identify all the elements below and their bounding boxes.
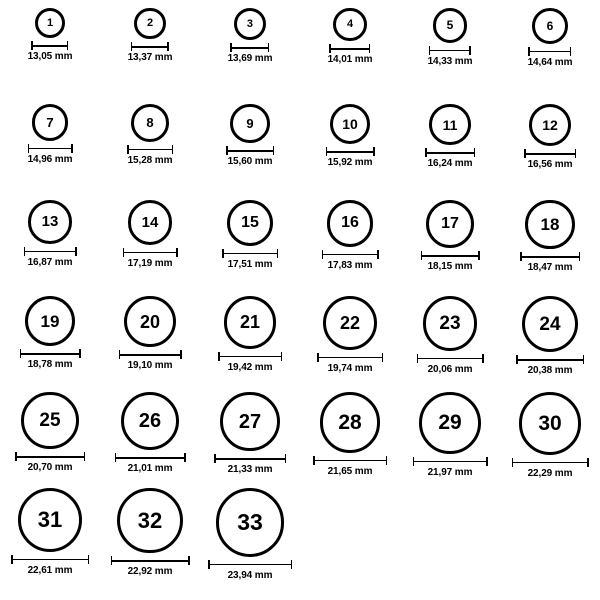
ring-size-cell[interactable] [200, 200, 300, 270]
caliper-icon [524, 149, 576, 157]
ring-circle: 29 [419, 392, 481, 454]
ring-diameter-label: 16,56 mm [527, 159, 573, 171]
ring-diameter-label: 16,24 mm [427, 158, 473, 170]
caliper-icon [11, 555, 89, 563]
ring-dimension [328, 44, 373, 65]
ring-circle: 4 [333, 8, 366, 41]
caliper-icon [520, 252, 580, 260]
ring-size-cell[interactable] [500, 104, 600, 170]
ring-circle: 28 [320, 392, 381, 453]
ring-circle: 12 [529, 104, 571, 146]
caliper-icon [512, 458, 589, 466]
ring-diameter-label: 17,51 mm [227, 258, 273, 270]
ring-diameter-label: 15,92 mm [327, 157, 373, 169]
caliper-icon [218, 352, 282, 360]
ring-diameter-label: 21,33 mm [227, 464, 273, 476]
caliper-icon [123, 248, 178, 256]
ring-dimension [11, 555, 89, 576]
caliper-icon [313, 456, 387, 464]
ring-size-cell[interactable] [300, 296, 400, 374]
ring-diameter-label: 19,74 mm [327, 362, 373, 374]
ring-dimension [214, 454, 286, 475]
ring-diameter-label: 14,64 mm [527, 56, 573, 68]
caliper-icon [425, 148, 475, 156]
ring-size-cell[interactable] [100, 200, 200, 269]
caliper-icon [326, 147, 375, 155]
ring-circle: 8 [131, 104, 169, 142]
caliper-icon [329, 44, 370, 52]
ring-circle: 23 [423, 296, 478, 351]
ring-circle: 11 [429, 104, 470, 145]
ring-diameter-label: 21,97 mm [427, 466, 473, 478]
ring-size-cell[interactable] [100, 488, 200, 577]
ring-size-cell[interactable] [0, 296, 100, 370]
ring-circle: 7 [32, 104, 69, 141]
ring-dimension [115, 453, 186, 474]
ring-circle: 22 [323, 296, 377, 350]
ring-diameter-label: 19,10 mm [127, 360, 173, 372]
ring-diameter-label: 13,05 mm [27, 51, 73, 62]
ring-diameter-label: 20,06 mm [427, 363, 473, 375]
caliper-icon [131, 42, 169, 50]
ring-dimension [512, 458, 589, 479]
ring-dimension [119, 350, 182, 371]
caliper-icon [417, 354, 484, 362]
ring-dimension [208, 560, 292, 581]
ring-dimension [421, 251, 480, 272]
ring-circle: 32 [117, 488, 182, 553]
ring-size-cell[interactable] [500, 8, 600, 68]
ring-diameter-label: 19,42 mm [227, 361, 273, 373]
caliper-icon [31, 41, 68, 49]
caliper-icon [222, 249, 278, 257]
ring-diameter-label: 18,47 mm [527, 262, 573, 274]
ring-dimension [123, 248, 178, 269]
caliper-icon [111, 556, 190, 564]
ring-dimension [127, 145, 173, 166]
caliper-icon [429, 46, 471, 54]
ring-diameter-label: 15,28 mm [127, 154, 173, 166]
ring-circle: 21 [224, 296, 277, 349]
ring-dimension [516, 355, 584, 376]
ring-size-cell[interactable] [0, 200, 100, 268]
ring-circle: 17 [426, 200, 474, 248]
ring-circle: 20 [124, 296, 175, 347]
ring-circle: 27 [220, 392, 279, 451]
ring-dimension [326, 147, 375, 168]
ring-diameter-label: 18,15 mm [427, 261, 473, 273]
ring-diameter-label: 21,01 mm [127, 463, 173, 475]
ring-size-cell[interactable] [200, 104, 300, 167]
ring-size-cell[interactable] [200, 488, 300, 581]
ring-diameter-label: 22,92 mm [127, 566, 173, 578]
ring-circle: 15 [227, 200, 273, 246]
caliper-icon [230, 43, 269, 51]
caliper-icon [421, 251, 480, 259]
ring-diameter-label: 16,87 mm [27, 256, 73, 268]
ring-size-cell[interactable] [200, 392, 300, 475]
caliper-icon [322, 250, 379, 258]
ring-size-row [0, 392, 600, 488]
ring-circle: 2 [134, 8, 165, 39]
ring-dimension [228, 43, 273, 64]
ring-circle: 13 [28, 200, 72, 244]
ring-dimension [417, 354, 484, 375]
ring-dimension [222, 249, 278, 270]
ring-diameter-label: 14,96 mm [27, 153, 73, 165]
ring-size-cell[interactable] [500, 200, 600, 273]
ring-diameter-label: 17,83 mm [327, 259, 373, 271]
ring-diameter-label: 22,29 mm [527, 467, 573, 479]
ring-circle: 24 [522, 296, 578, 352]
caliper-icon [516, 355, 584, 363]
ring-dimension [218, 352, 282, 373]
ring-diameter-label: 21,65 mm [327, 465, 373, 477]
ring-diameter-label: 13,69 mm [227, 53, 273, 65]
ring-size-cell[interactable] [0, 8, 100, 62]
ring-dimension [226, 146, 274, 167]
ring-size-row [0, 200, 600, 296]
ring-circle: 6 [532, 8, 568, 44]
ring-diameter-label: 15,60 mm [227, 156, 273, 168]
ring-size-row [0, 296, 600, 392]
ring-dimension [528, 47, 573, 68]
caliper-icon [226, 146, 274, 154]
ring-dimension [28, 41, 73, 62]
caliper-icon [24, 247, 77, 255]
ring-circle: 14 [128, 200, 173, 245]
ring-dimension [317, 353, 383, 374]
ring-circle: 31 [18, 488, 82, 552]
caliper-icon [127, 145, 173, 153]
ring-circle: 5 [433, 8, 468, 43]
ring-diameter-label: 18,78 mm [27, 359, 73, 371]
ring-dimension [111, 556, 190, 577]
caliper-icon [317, 353, 383, 361]
ring-dimension [322, 250, 379, 271]
ring-dimension [15, 452, 85, 473]
caliper-icon [214, 454, 286, 462]
ring-circle: 33 [216, 488, 285, 557]
ring-dimension [520, 252, 580, 273]
ring-size-cell[interactable] [400, 104, 500, 169]
ring-size-cell[interactable] [300, 392, 400, 477]
ring-diameter-label: 14,01 mm [327, 54, 373, 66]
ring-size-cell[interactable] [400, 392, 500, 478]
caliper-icon [20, 349, 81, 357]
ring-size-row [0, 488, 600, 584]
caliper-icon [15, 452, 85, 460]
ring-dimension [28, 144, 73, 165]
ring-size-cell[interactable] [300, 8, 400, 65]
ring-circle: 1 [35, 8, 65, 38]
ring-diameter-label: 14,33 mm [427, 55, 473, 67]
caliper-icon [28, 144, 73, 152]
ring-size-cell[interactable] [500, 392, 600, 479]
ring-size-cell[interactable] [400, 296, 500, 375]
ring-size-cell[interactable] [0, 104, 100, 165]
ring-circle: 10 [330, 104, 370, 144]
ring-size-cell[interactable] [300, 200, 400, 271]
ring-dimension [313, 456, 387, 477]
ring-circle: 18 [525, 200, 574, 249]
ring-size-cell[interactable] [100, 392, 200, 474]
ring-size-cell[interactable] [500, 296, 600, 376]
caliper-icon [119, 350, 182, 358]
caliper-icon [208, 560, 292, 568]
ring-diameter-label: 23,94 mm [227, 569, 273, 581]
ring-size-cell[interactable] [200, 8, 300, 64]
ring-size-cell[interactable] [200, 296, 300, 373]
ring-circle: 19 [25, 296, 75, 346]
ring-circle: 25 [21, 392, 78, 449]
ring-diameter-label: 17,19 mm [127, 257, 173, 269]
ring-dimension [24, 247, 77, 268]
ring-circle: 30 [519, 392, 582, 455]
ring-diameter-label: 20,38 mm [527, 365, 573, 377]
ring-size-cell[interactable] [300, 104, 400, 168]
caliper-icon [528, 47, 571, 55]
ring-diameter-label: 22,61 mm [27, 564, 73, 576]
ring-circle: 3 [234, 8, 266, 40]
ring-size-cell[interactable] [100, 8, 200, 63]
caliper-icon [413, 457, 488, 465]
ring-dimension [425, 148, 475, 169]
ring-dimension [413, 457, 488, 478]
ring-dimension [524, 149, 576, 170]
ring-size-cell[interactable] [0, 392, 100, 473]
ring-dimension [428, 46, 473, 67]
ring-size-row [0, 104, 600, 200]
ring-size-cell[interactable] [100, 104, 200, 166]
ring-size-cell[interactable] [100, 296, 200, 371]
ring-dimension [20, 349, 81, 370]
ring-size-cell[interactable] [0, 488, 100, 576]
ring-circle: 26 [121, 392, 179, 450]
ring-size-cell[interactable] [400, 8, 500, 67]
caliper-icon [115, 453, 186, 461]
ring-size-cell[interactable] [400, 200, 500, 272]
ring-circle: 16 [327, 200, 374, 247]
ring-size-row [0, 8, 600, 104]
ring-diameter-label: 20,70 mm [27, 462, 73, 474]
ring-circle: 9 [230, 104, 269, 143]
ring-dimension [128, 42, 173, 63]
ring-diameter-label: 13,37 mm [127, 52, 173, 64]
